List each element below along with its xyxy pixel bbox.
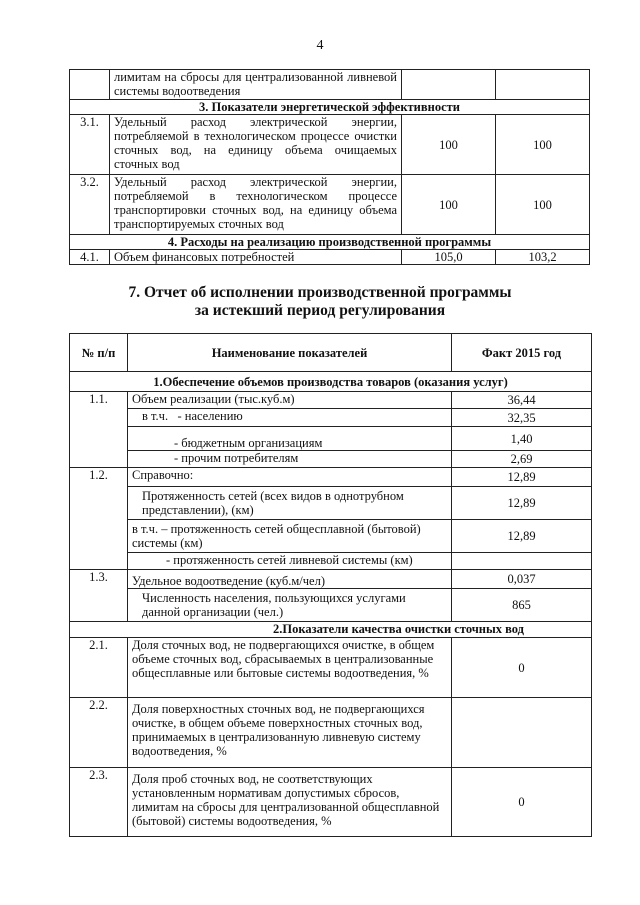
indicator-name: в т.ч. - населению xyxy=(128,409,452,427)
value-cell: 0 xyxy=(452,638,592,698)
section-header-3: 3. Показатели энергетической эффективности xyxy=(70,100,590,115)
table-row xyxy=(70,553,592,570)
table-row xyxy=(70,451,592,468)
value-cell: 100 xyxy=(496,175,590,235)
table-row xyxy=(70,468,592,487)
value-cell: 865 xyxy=(452,589,592,622)
row-number: 1.1. xyxy=(70,392,128,468)
table-header-row xyxy=(70,334,592,372)
indicator-name: Доля поверхностных сточных вод, не подвергающихся очистке, в общем объеме поверхностных сточных вод, принимаемых в централизованную ливневую систему водоотведения, % xyxy=(128,698,452,768)
table-row xyxy=(70,638,592,698)
indicator-name: Протяженность сетей (всех видов в однотрубном представлении), (км) xyxy=(128,487,452,520)
row-number: 2.2. xyxy=(70,698,128,768)
value-cell: 100 xyxy=(496,115,590,175)
value-cell xyxy=(496,70,590,100)
indicator-name: лимитам на сбросы для централизованной ливневой системы водоотведения xyxy=(110,70,402,100)
indicator-name: Объем финансовых потребностей xyxy=(110,250,402,265)
value-cell xyxy=(452,698,592,768)
value-cell xyxy=(452,553,592,570)
section-header-1: 1.Обеспечение объемов производства товаров (оказания услуг) xyxy=(70,372,592,392)
indicator-name: Объем реализации (тыс.куб.м) xyxy=(128,392,452,409)
section-header-2: 2.Показатели качества очистки сточных вод xyxy=(70,622,592,638)
indicator-name: Удельный расход электрической энергии, потребляемой в технологическом процессе очистки сточных вод, на единицу объема очищаемых сточных вод xyxy=(110,115,402,175)
table-row xyxy=(70,698,592,768)
section-header-4: 4. Расходы на реализацию производственной программы xyxy=(70,235,590,250)
table-row xyxy=(70,487,592,520)
value-cell: 105,0 xyxy=(402,250,496,265)
section-heading xyxy=(0,284,640,320)
value-cell: 12,89 xyxy=(452,468,592,487)
table-row xyxy=(70,520,592,553)
indicator-name: - протяженность сетей ливневой системы (км) xyxy=(128,553,452,570)
value-cell: 36,44 xyxy=(452,392,592,409)
row-number: 2.1. xyxy=(70,638,128,698)
table-row xyxy=(70,427,592,451)
value-cell: 0,037 xyxy=(452,570,592,589)
indicator-name: Удельное водоотведение (куб.м/чел) xyxy=(128,570,452,589)
indicator-name: - прочим потребителям xyxy=(128,451,452,468)
energy-efficiency-table xyxy=(69,69,590,265)
table-row xyxy=(70,70,590,100)
value-cell: 12,89 xyxy=(452,520,592,553)
table-row xyxy=(70,175,590,235)
row-number: 3.1. xyxy=(70,115,110,175)
indicator-name: Справочно: xyxy=(128,468,452,487)
value-cell: 32,35 xyxy=(452,409,592,427)
table-row xyxy=(70,570,592,589)
value-cell: 100 xyxy=(402,115,496,175)
table-row xyxy=(70,409,592,427)
row-number: 4.1. xyxy=(70,250,110,265)
row-number: 2.3. xyxy=(70,768,128,837)
column-header-number: № п/п xyxy=(70,334,128,372)
value-cell: 0 xyxy=(452,768,592,837)
indicator-name: в т.ч. – протяженность сетей общесплавной (бытовой) системы (км) xyxy=(128,520,452,553)
value-cell: 1,40 xyxy=(452,427,592,451)
table-row xyxy=(70,392,592,409)
heading-line-2: за истекший период регулирования xyxy=(194,302,446,319)
value-cell: 100 xyxy=(402,175,496,235)
page-number: 4 xyxy=(316,38,324,53)
column-header-name: Наименование показателей xyxy=(128,334,452,372)
row-number: 1.2. xyxy=(70,468,128,570)
value-cell: 12,89 xyxy=(452,487,592,520)
indicator-name: Удельный расход электрической энергии, потребляемой в технологическом процессе транспортировки сточных вод, на единицу объема транспортируемых сточных вод xyxy=(110,175,402,235)
row-number xyxy=(70,70,110,100)
value-cell xyxy=(402,70,496,100)
table-row xyxy=(70,115,590,175)
indicator-name: Доля проб сточных вод, не соответствующих установленным нормативам допустимых сбросов, лимитам на сбросы для централизованной общесплавной (бытовой) системы водоотведения, % xyxy=(128,768,452,837)
indicator-name: - бюджетным организациям xyxy=(128,427,452,451)
heading-line-1: 7. Отчет об исполнении производственной программы xyxy=(128,284,512,301)
value-cell: 103,2 xyxy=(496,250,590,265)
table-row xyxy=(70,250,590,265)
program-report-table xyxy=(69,333,592,837)
table-row xyxy=(70,589,592,622)
indicator-name: Доля сточных вод, не подвергающихся очистке, в общем объеме сточных вод, сбрасываемых в централизованные общесплавные или бытовые системы водоотведения, % xyxy=(128,638,452,698)
value-cell: 2,69 xyxy=(452,451,592,468)
table-row xyxy=(70,768,592,837)
row-number: 3.2. xyxy=(70,175,110,235)
column-header-fact: Факт 2015 год xyxy=(452,334,592,372)
row-number: 1.3. xyxy=(70,570,128,622)
indicator-name: Численность населения, пользующихся услугами данной организации (чел.) xyxy=(128,589,452,622)
